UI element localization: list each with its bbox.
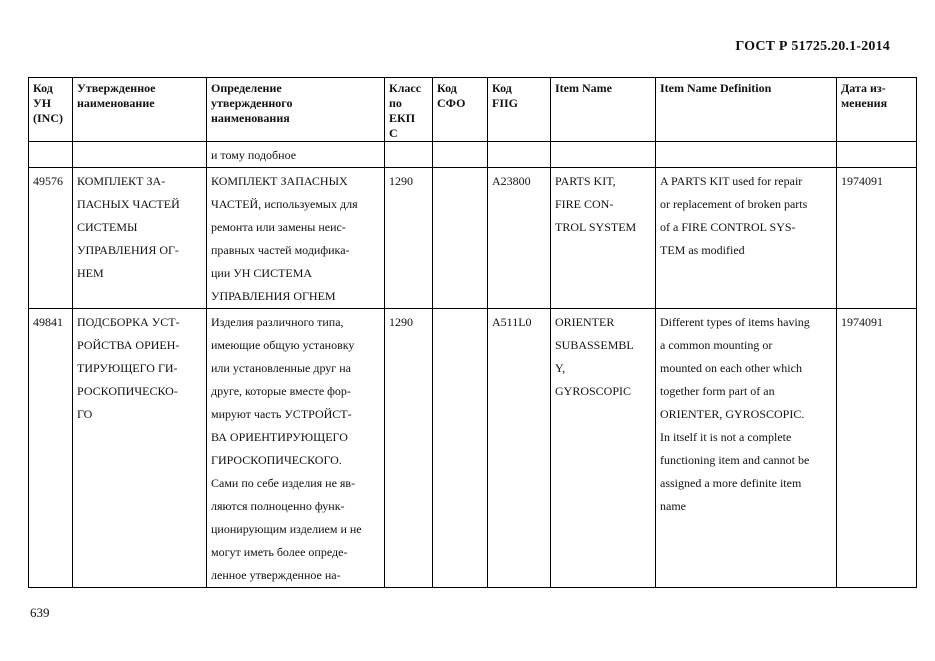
item-definition-cell: A PARTS KIT used for repair or replacement of broken parts of a FIRE CONTROL SYS- TEM as modified — [656, 168, 837, 309]
approved-name-cell: КОМПЛЕКТ ЗА- ПАСНЫХ ЧАСТЕЙ СИСТЕМЫ УПРАВЛЕНИЯ ОГ- НЕМ — [73, 168, 207, 309]
col-header-sfo: Код СФО — [433, 78, 488, 142]
ekps-cell: 1290 — [385, 309, 433, 588]
inc-cell: 49841 — [29, 309, 73, 588]
approved-name-cell: ПОДСБОРКА УСТ- РОЙСТВА ОРИЕН- ТИРУЮЩЕГО ГИ- РОСКОПИЧЕСКО- ГО — [73, 309, 207, 588]
col-header-item-definition: Item Name Definition — [656, 78, 837, 142]
sfo-cell — [433, 168, 488, 309]
fiig-cell: A23800 — [488, 168, 551, 309]
page-number: 639 — [30, 605, 50, 620]
continuation-row — [29, 142, 917, 168]
col-header-ekps: Класс по ЕКП С — [385, 78, 433, 142]
table-row — [29, 168, 917, 309]
definition-cell: КОМПЛЕКТ ЗАПАСНЫХ ЧАСТЕЙ, используемых для ремонта или замены неис- правных частей модифика- ции УН СИСТЕМА УПРАВЛЕНИЯ ОГНЕМ — [207, 168, 385, 309]
inc-cell: 49576 — [29, 168, 73, 309]
col-header-inc: Код УН (INC) — [29, 78, 73, 142]
col-header-item-name: Item Name — [551, 78, 656, 142]
item-name-cell: PARTS KIT, FIRE CON- TROL SYSTEM — [551, 168, 656, 309]
col-header-date: Дата из- менения — [837, 78, 917, 142]
fiig-cell: A511L0 — [488, 309, 551, 588]
item-name-cell: ORIENTER SUBASSEMBL Y, GYROSCOPIC — [551, 309, 656, 588]
catalog-table — [28, 77, 917, 588]
item-definition-cell: Different types of items having a common mounting or mounted on each other which together form part of an ORIENTER, GYROSCOPIC. In itself it is not a complete functioning item and cannot be assigned a more definite item name — [656, 309, 837, 588]
date-cell: 1974091 — [837, 309, 917, 588]
date-cell: 1974091 — [837, 168, 917, 309]
ekps-cell: 1290 — [385, 168, 433, 309]
definition-cell: Изделия различного типа, имеющие общую установку или установленные друг на друге, которые вместе фор- мируют часть УСТРОЙСТ- ВА ОРИЕНТИРУЮЩЕГО ГИРОСКОПИЧЕСКОГО. Сами по себе изделия не яв- ляются полноценно функ- ционирующим изделием и не могут иметь более опреде- ленное утвержденное на- — [207, 309, 385, 588]
header-row — [29, 78, 917, 142]
sfo-cell — [433, 309, 488, 588]
col-header-approved-name: Утвержденное наименование — [73, 78, 207, 142]
col-header-definition: Определение утвержденного наименования — [207, 78, 385, 142]
continuation-definition: и тому подобное — [207, 142, 385, 168]
document-title: ГОСТ Р 51725.20.1-2014 — [735, 39, 890, 54]
table-row — [29, 309, 917, 588]
col-header-fiig: Код FIIG — [488, 78, 551, 142]
